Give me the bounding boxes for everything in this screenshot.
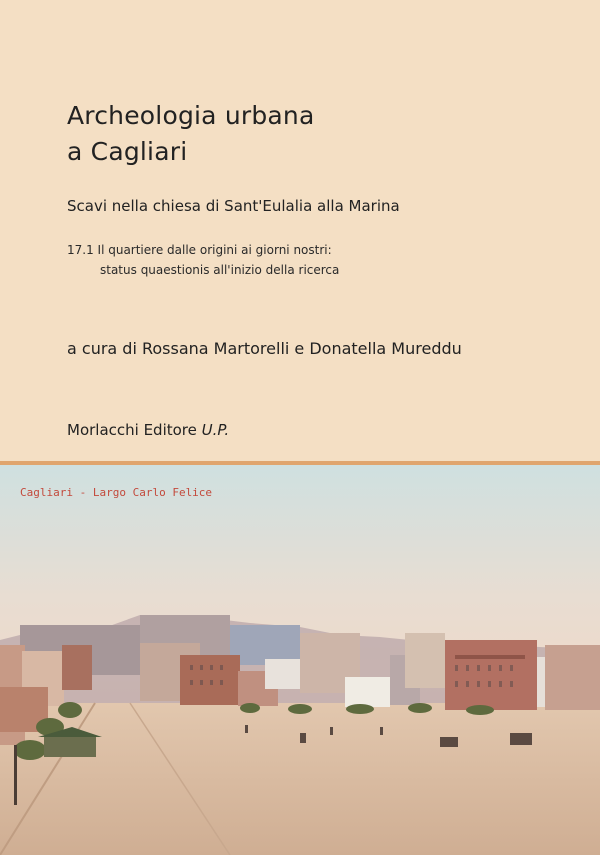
book-title — [67, 98, 315, 170]
building-right-3 — [545, 645, 600, 710]
building-right-cornice — [455, 655, 525, 659]
publisher — [67, 421, 229, 439]
book-subtitle: Scavi nella chiesa di Sant'Eulalia alla Marina — [67, 197, 400, 215]
title-line-2: a Cagliari — [67, 137, 188, 166]
editors-credit: a cura di Rossana Martorelli e Donatella Mureddu — [67, 339, 462, 358]
building-center-6 — [345, 677, 390, 707]
building-right-1 — [445, 640, 537, 710]
lamp-post — [14, 745, 17, 805]
section-line-2: status quaestionis all'inizio della ricerca — [100, 263, 340, 277]
publisher-name: Morlacchi Editore — [67, 421, 197, 439]
building-tower — [405, 633, 445, 688]
postcard-illustration — [0, 465, 600, 855]
section-line-1: 17.1 Il quartiere dalle origini ai giorni nostri: — [67, 243, 332, 257]
publisher-suffix: U.P. — [201, 421, 230, 439]
postcard-photo — [0, 465, 600, 855]
section-heading — [67, 240, 339, 280]
piazza-ground — [0, 703, 600, 855]
postcard-caption: Cagliari - Largo Carlo Felice — [20, 486, 213, 499]
building-left-4 — [62, 645, 92, 690]
title-line-1: Archeologia urbana — [67, 101, 315, 130]
